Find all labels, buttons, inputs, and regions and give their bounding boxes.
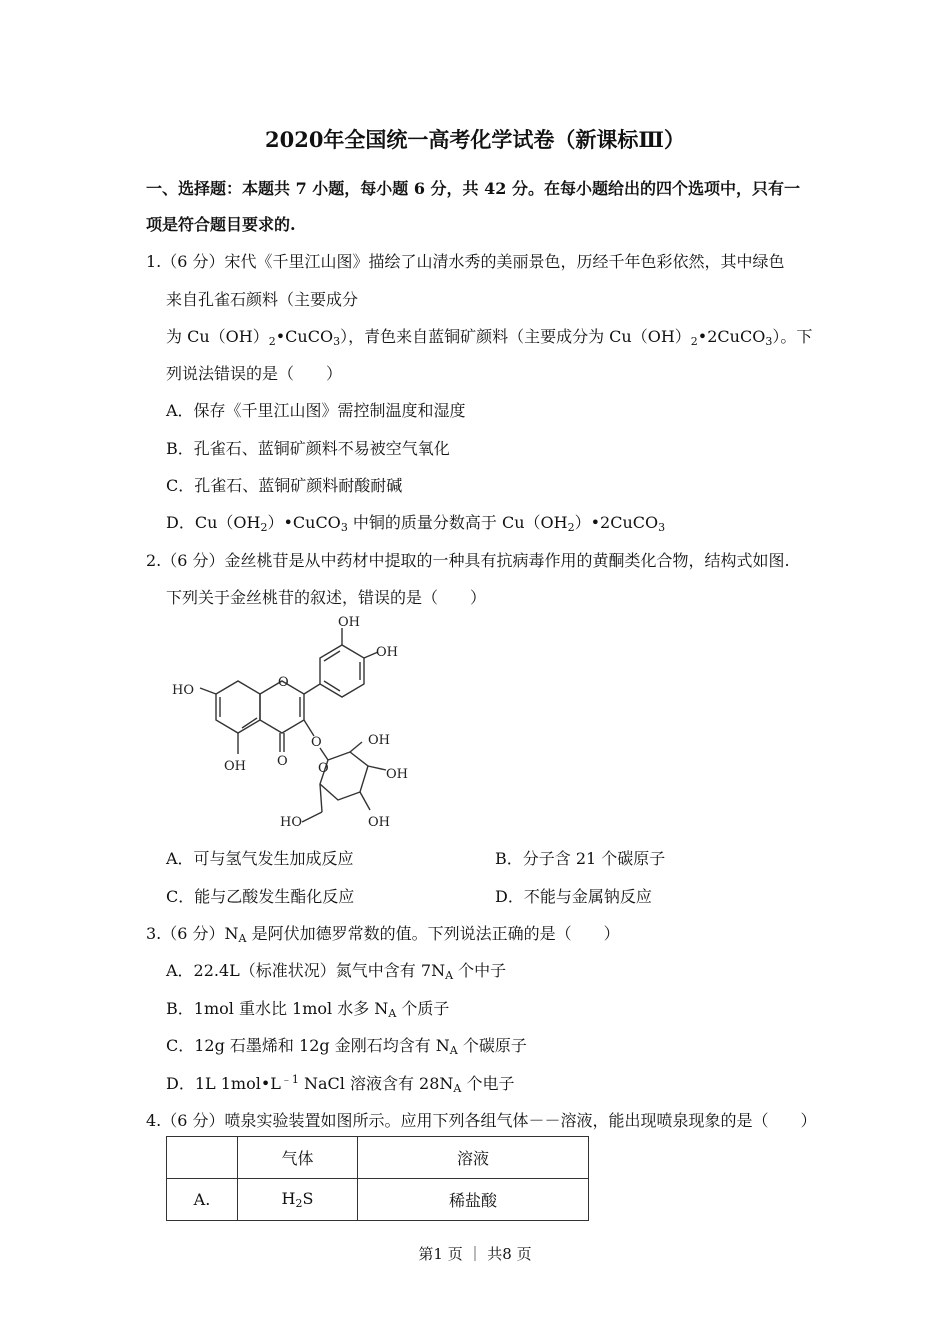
struct-label-o-ring: O — [278, 675, 289, 690]
q1-stem-line2: 来自孔雀石颜料（主要成分 — [166, 290, 359, 309]
section-heading-line2: 项是符合题目要求的. — [146, 215, 296, 234]
struct-label-o-link: O — [311, 735, 322, 750]
struct-label-oh-top: OH — [338, 615, 360, 630]
q1-option-a: A．保存《千里江山图》需控制温度和湿度 — [166, 401, 466, 420]
section-heading-line1: 一、选择题：本题共 7 小题，每小题 6 分，共 42 分。在每小题给出的四个选项中，只有一 — [146, 179, 800, 198]
table-header-gas: 气体 — [238, 1137, 358, 1179]
q4-gas-solution-table — [166, 1136, 589, 1221]
struct-label-oh-sugar2: OH — [386, 767, 408, 782]
q2-option-b: B．分子含 21 个碳原子 — [495, 849, 666, 868]
q1-stem-line1: 1.（6 分）宋代《千里江山图》描绘了山清水秀的美丽景色，历经千年色彩依然，其中绿色 — [146, 252, 785, 271]
q3-option-a: A．22.4L（标准状况）氮气中含有 $7N_A$ 个中子 — [166, 961, 507, 982]
q3-option-c: C．12g 石墨烯和 12g 金刚石均含有 $N_A$ 个碳原子 — [166, 1036, 527, 1057]
struct-label-oh-bottom: OH — [224, 759, 246, 774]
q2-stem-line2: 下列关于金丝桃苷的叙述，错误的是（ ） — [166, 588, 487, 607]
q2-option-c: C．能与乙酸发生酯化反应 — [166, 887, 355, 906]
q4-stem: 4.（6 分）喷泉实验装置如图所示。应用下列各组气体－－溶液，能出现喷泉现象的是（ ） — [146, 1111, 817, 1130]
page-title: 2020年全国统一高考化学试卷（新课标Ⅲ） — [264, 127, 686, 152]
page-footer: 第1 页 ｜ 共8 页 — [418, 1245, 532, 1263]
struct-label-oh-sugar3: OH — [368, 815, 390, 830]
struct-label-oh-right: OH — [376, 645, 398, 660]
q1-option-b: B．孔雀石、蓝铜矿颜料不易被空气氧化 — [166, 439, 450, 458]
table-header-row — [167, 1137, 589, 1179]
q1-option-d: D．$Cu(OH_2)•CuCO_3$ 中铜的质量分数高于 $Cu(OH_2)•2CuCO_3$ — [166, 513, 666, 534]
q2-option-a: A．可与氢气发生加成反应 — [166, 849, 354, 868]
struct-label-ho-sugar: HO — [280, 815, 302, 830]
q2-option-d: D．不能与金属钠反应 — [495, 887, 652, 906]
table-cell-gas: $H_2S$ — [238, 1179, 358, 1221]
struct-label-oh-sugar1: OH — [368, 733, 390, 748]
struct-label-o-carbonyl: O — [277, 754, 288, 769]
table-row-label: A. — [167, 1179, 238, 1221]
table-row — [167, 1179, 589, 1221]
q1-option-c: C．孔雀石、蓝铜矿颜料耐酸耐碱 — [166, 476, 403, 495]
q1-stem-line4: 列说法错误的是（ ） — [166, 364, 343, 383]
hyperoside-structure-diagram — [160, 612, 420, 834]
q3-option-d: D．1L $1mol•L^{﹣1}$ NaCl 溶液含有 $28N_A$ 个电子 — [166, 1073, 515, 1095]
table-header-cell — [167, 1137, 238, 1179]
table-header-solution: 溶液 — [358, 1137, 589, 1179]
table-cell-solution: 稀盐酸 — [358, 1179, 589, 1221]
struct-label-o-pyran: O — [318, 761, 329, 776]
q3-stem: 3.（6 分）$N_A$ 是阿伏加德罗常数的值。下列说法正确的是（ ） — [146, 924, 620, 945]
q2-stem-line1: 2.（6 分）金丝桃苷是从中药材中提取的一种具有抗病毒作用的黄酮类化合物，结构式如图. — [146, 551, 790, 570]
struct-label-ho-left: HO — [172, 683, 194, 698]
q3-option-b: B．1mol 重水比 1mol 水多 $N_A$ 个质子 — [166, 999, 450, 1020]
q1-stem-line3: 为 $Cu(OH)_2•CuCO_3$），青色来自蓝铜矿颜料（主要成分为 $Cu(OH)_2•2CuCO_3$）。下 — [166, 327, 813, 348]
